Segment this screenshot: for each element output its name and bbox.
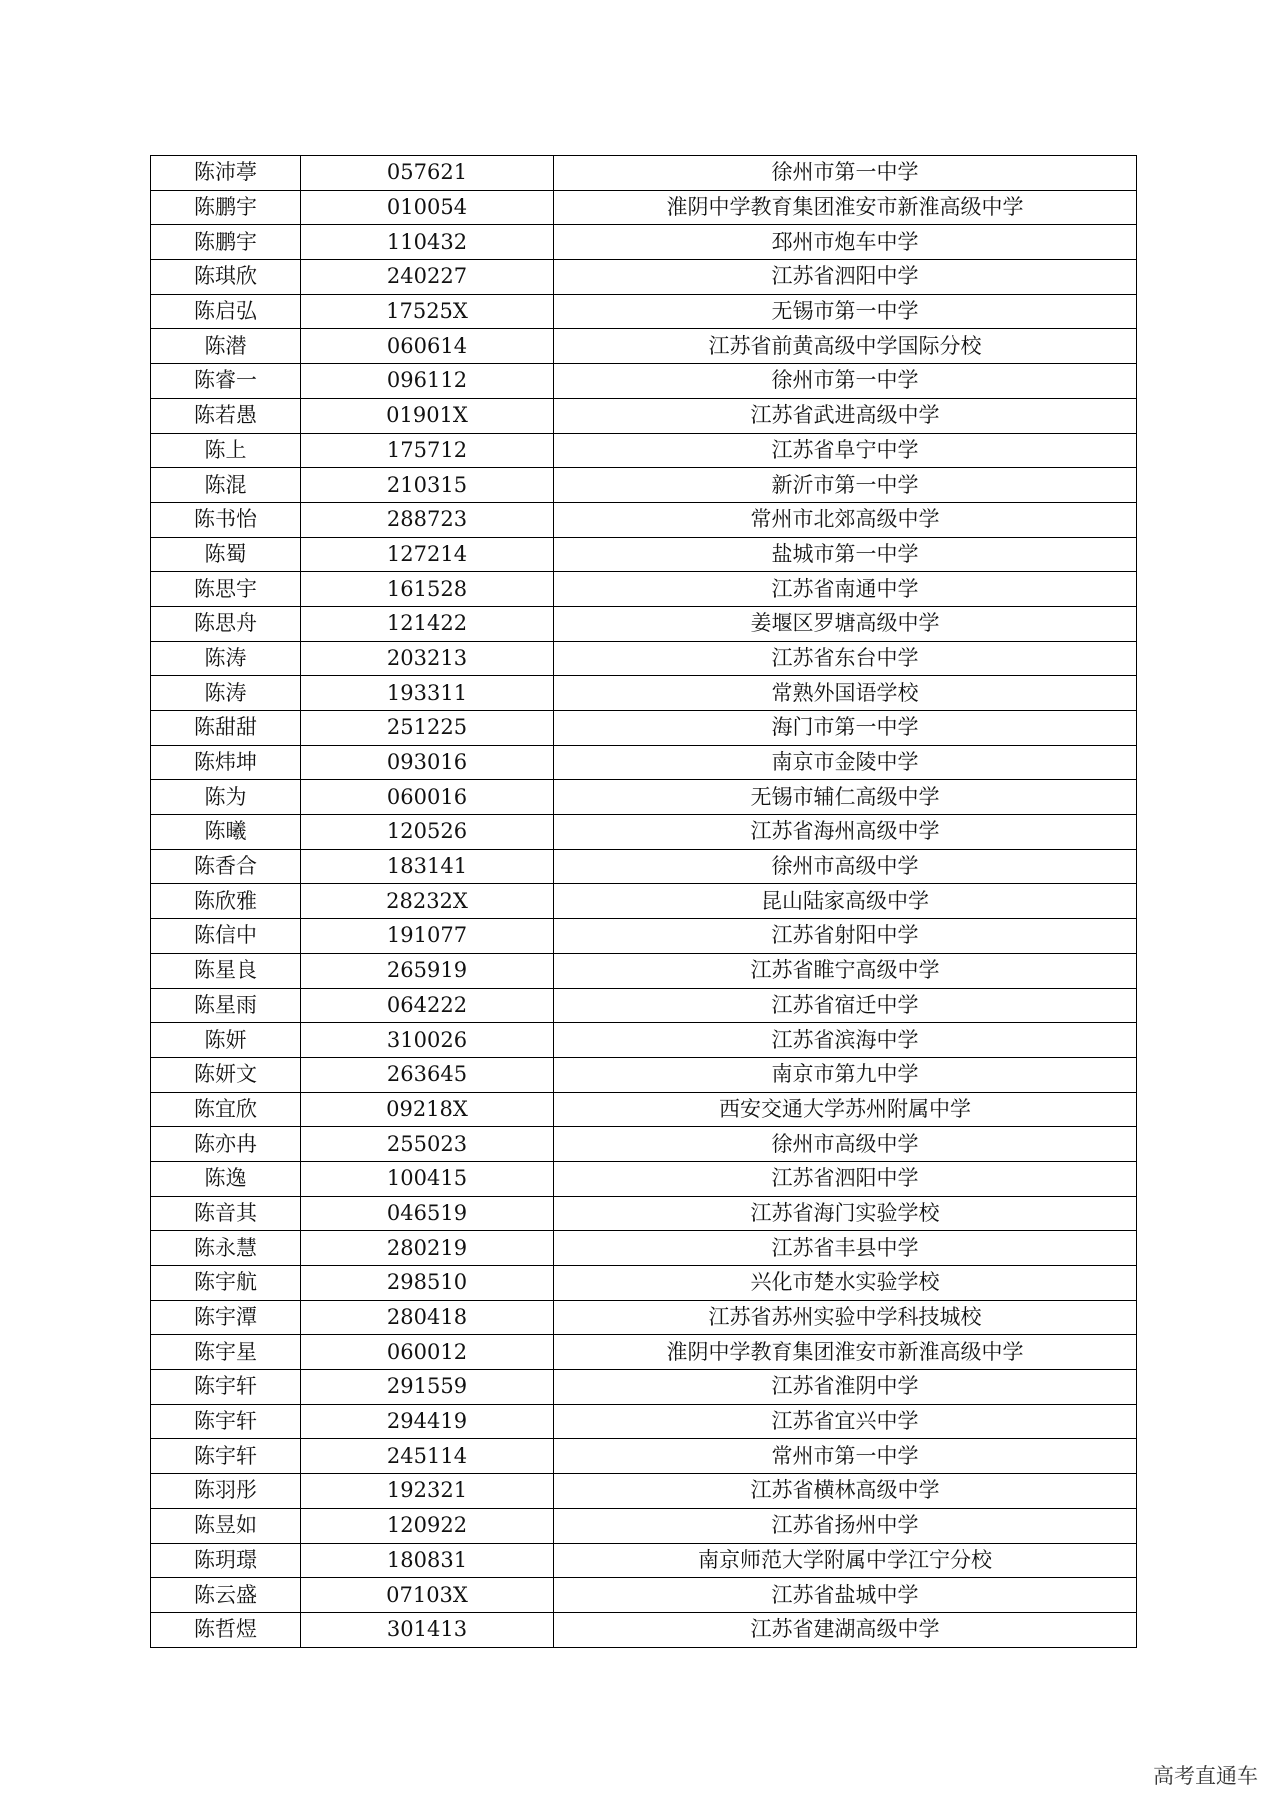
school-cell: 江苏省泗阳中学: [554, 1161, 1137, 1196]
id-cell: 180831: [301, 1543, 554, 1578]
school-cell: 西安交通大学苏州附属中学: [554, 1092, 1137, 1127]
name-cell: 陈妍: [151, 1023, 301, 1058]
school-cell: 江苏省宿迁中学: [554, 988, 1137, 1023]
name-cell: 陈鹏宇: [151, 190, 301, 225]
name-cell: 陈潜: [151, 329, 301, 364]
school-cell: 常州市第一中学: [554, 1439, 1137, 1474]
id-cell: 01901X: [301, 398, 554, 433]
name-cell: 陈宜欣: [151, 1092, 301, 1127]
name-cell: 陈昱如: [151, 1508, 301, 1543]
table-row: [151, 468, 1137, 503]
id-cell: 060012: [301, 1335, 554, 1370]
name-cell: 陈欣雅: [151, 884, 301, 919]
id-cell: 192321: [301, 1474, 554, 1509]
table-row: [151, 1127, 1137, 1162]
table-row: [151, 606, 1137, 641]
table-row: [151, 156, 1137, 191]
name-cell: 陈涛: [151, 641, 301, 676]
name-cell: 陈星良: [151, 953, 301, 988]
school-cell: 江苏省苏州实验中学科技城校: [554, 1300, 1137, 1335]
name-cell: 陈亦冉: [151, 1127, 301, 1162]
school-cell: 江苏省海门实验学校: [554, 1196, 1137, 1231]
name-cell: 陈启弘: [151, 294, 301, 329]
id-cell: 010054: [301, 190, 554, 225]
school-cell: 徐州市第一中学: [554, 364, 1137, 399]
table-row: [151, 953, 1137, 988]
table-row: [151, 294, 1137, 329]
id-cell: 280219: [301, 1231, 554, 1266]
id-cell: 240227: [301, 260, 554, 295]
table-row: [151, 1161, 1137, 1196]
school-cell: 徐州市第一中学: [554, 156, 1137, 191]
student-list-table: [150, 155, 1137, 1648]
school-cell: 淮阴中学教育集团淮安市新淮高级中学: [554, 1335, 1137, 1370]
id-cell: 093016: [301, 745, 554, 780]
table-row: [151, 537, 1137, 572]
name-cell: 陈炜坤: [151, 745, 301, 780]
name-cell: 陈蜀: [151, 537, 301, 572]
school-cell: 江苏省阜宁中学: [554, 433, 1137, 468]
name-cell: 陈为: [151, 780, 301, 815]
id-cell: 09218X: [301, 1092, 554, 1127]
id-cell: 064222: [301, 988, 554, 1023]
id-cell: 121422: [301, 606, 554, 641]
school-cell: 江苏省建湖高级中学: [554, 1612, 1137, 1647]
id-cell: 175712: [301, 433, 554, 468]
table-row: [151, 1092, 1137, 1127]
school-cell: 江苏省前黄高级中学国际分校: [554, 329, 1137, 364]
table-row: [151, 225, 1137, 260]
table-row: [151, 398, 1137, 433]
table-row: [151, 1300, 1137, 1335]
id-cell: 096112: [301, 364, 554, 399]
school-cell: 邳州市炮车中学: [554, 225, 1137, 260]
name-cell: 陈宇航: [151, 1266, 301, 1301]
school-cell: 江苏省丰县中学: [554, 1231, 1137, 1266]
table-row: [151, 1404, 1137, 1439]
watermark-text: 高考直通车: [1153, 1764, 1258, 1788]
id-cell: 280418: [301, 1300, 554, 1335]
id-cell: 183141: [301, 849, 554, 884]
table-row: [151, 433, 1137, 468]
id-cell: 046519: [301, 1196, 554, 1231]
school-cell: 江苏省滨海中学: [554, 1023, 1137, 1058]
school-cell: 南京师范大学附属中学江宁分校: [554, 1543, 1137, 1578]
school-cell: 无锡市第一中学: [554, 294, 1137, 329]
id-cell: 191077: [301, 919, 554, 954]
table-row: [151, 572, 1137, 607]
name-cell: 陈逸: [151, 1161, 301, 1196]
name-cell: 陈云盛: [151, 1578, 301, 1613]
school-cell: 淮阴中学教育集团淮安市新淮高级中学: [554, 190, 1137, 225]
table-row: [151, 919, 1137, 954]
name-cell: 陈玥璟: [151, 1543, 301, 1578]
school-cell: 江苏省射阳中学: [554, 919, 1137, 954]
name-cell: 陈宇轩: [151, 1439, 301, 1474]
school-cell: 江苏省淮阴中学: [554, 1370, 1137, 1405]
name-cell: 陈若愚: [151, 398, 301, 433]
id-cell: 161528: [301, 572, 554, 607]
school-cell: 常州市北郊高级中学: [554, 502, 1137, 537]
name-cell: 陈宇潭: [151, 1300, 301, 1335]
id-cell: 245114: [301, 1439, 554, 1474]
id-cell: 28232X: [301, 884, 554, 919]
id-cell: 301413: [301, 1612, 554, 1647]
name-cell: 陈鹏宇: [151, 225, 301, 260]
school-cell: 姜堰区罗塘高级中学: [554, 606, 1137, 641]
id-cell: 298510: [301, 1266, 554, 1301]
table-row: [151, 364, 1137, 399]
id-cell: 110432: [301, 225, 554, 260]
id-cell: 07103X: [301, 1578, 554, 1613]
school-cell: 南京市第九中学: [554, 1057, 1137, 1092]
table-row: [151, 190, 1137, 225]
school-cell: 盐城市第一中学: [554, 537, 1137, 572]
student-list-table-container: [150, 155, 1136, 1648]
id-cell: 251225: [301, 711, 554, 746]
name-cell: 陈书怡: [151, 502, 301, 537]
table-row: [151, 1370, 1137, 1405]
name-cell: 陈宇轩: [151, 1404, 301, 1439]
school-cell: 江苏省泗阳中学: [554, 260, 1137, 295]
name-cell: 陈甜甜: [151, 711, 301, 746]
name-cell: 陈沛葶: [151, 156, 301, 191]
id-cell: 310026: [301, 1023, 554, 1058]
table-row: [151, 1266, 1137, 1301]
table-row: [151, 1023, 1137, 1058]
table-row: [151, 1335, 1137, 1370]
table-row: [151, 1612, 1137, 1647]
id-cell: 203213: [301, 641, 554, 676]
school-cell: 江苏省海州高级中学: [554, 815, 1137, 850]
name-cell: 陈羽彤: [151, 1474, 301, 1509]
school-cell: 江苏省盐城中学: [554, 1578, 1137, 1613]
table-row: [151, 849, 1137, 884]
id-cell: 193311: [301, 676, 554, 711]
table-row: [151, 1057, 1137, 1092]
table-row: [151, 329, 1137, 364]
table-row: [151, 1474, 1137, 1509]
name-cell: 陈星雨: [151, 988, 301, 1023]
table-row: [151, 676, 1137, 711]
table-row: [151, 1231, 1137, 1266]
id-cell: 210315: [301, 468, 554, 503]
school-cell: 江苏省横林高级中学: [554, 1474, 1137, 1509]
table-row: [151, 745, 1137, 780]
school-cell: 徐州市高级中学: [554, 849, 1137, 884]
name-cell: 陈信中: [151, 919, 301, 954]
table-row: [151, 988, 1137, 1023]
id-cell: 120526: [301, 815, 554, 850]
name-cell: 陈曦: [151, 815, 301, 850]
id-cell: 291559: [301, 1370, 554, 1405]
school-cell: 海门市第一中学: [554, 711, 1137, 746]
name-cell: 陈琪欣: [151, 260, 301, 295]
id-cell: 263645: [301, 1057, 554, 1092]
school-cell: 昆山陆家高级中学: [554, 884, 1137, 919]
name-cell: 陈睿一: [151, 364, 301, 399]
school-cell: 兴化市楚水实验学校: [554, 1266, 1137, 1301]
table-row: [151, 815, 1137, 850]
id-cell: 255023: [301, 1127, 554, 1162]
id-cell: 288723: [301, 502, 554, 537]
id-cell: 060614: [301, 329, 554, 364]
school-cell: 江苏省东台中学: [554, 641, 1137, 676]
table-row: [151, 884, 1137, 919]
name-cell: 陈香合: [151, 849, 301, 884]
name-cell: 陈思宇: [151, 572, 301, 607]
school-cell: 新沂市第一中学: [554, 468, 1137, 503]
name-cell: 陈思舟: [151, 606, 301, 641]
id-cell: 100415: [301, 1161, 554, 1196]
school-cell: 徐州市高级中学: [554, 1127, 1137, 1162]
id-cell: 265919: [301, 953, 554, 988]
school-cell: 江苏省扬州中学: [554, 1508, 1137, 1543]
school-cell: 常熟外国语学校: [554, 676, 1137, 711]
id-cell: 060016: [301, 780, 554, 815]
name-cell: 陈音其: [151, 1196, 301, 1231]
table-row: [151, 1508, 1137, 1543]
table-row: [151, 1578, 1137, 1613]
school-cell: 江苏省睢宁高级中学: [554, 953, 1137, 988]
name-cell: 陈宇星: [151, 1335, 301, 1370]
name-cell: 陈哲煜: [151, 1612, 301, 1647]
name-cell: 陈上: [151, 433, 301, 468]
table-body: [151, 156, 1137, 1648]
id-cell: 17525X: [301, 294, 554, 329]
name-cell: 陈宇轩: [151, 1370, 301, 1405]
school-cell: 江苏省南通中学: [554, 572, 1137, 607]
table-row: [151, 1543, 1137, 1578]
table-row: [151, 1196, 1137, 1231]
table-row: [151, 641, 1137, 676]
school-cell: 江苏省武进高级中学: [554, 398, 1137, 433]
school-cell: 南京市金陵中学: [554, 745, 1137, 780]
id-cell: 120922: [301, 1508, 554, 1543]
id-cell: 294419: [301, 1404, 554, 1439]
table-row: [151, 1439, 1137, 1474]
table-row: [151, 260, 1137, 295]
name-cell: 陈永慧: [151, 1231, 301, 1266]
school-cell: 江苏省宜兴中学: [554, 1404, 1137, 1439]
name-cell: 陈涛: [151, 676, 301, 711]
school-cell: 无锡市辅仁高级中学: [554, 780, 1137, 815]
name-cell: 陈混: [151, 468, 301, 503]
name-cell: 陈妍文: [151, 1057, 301, 1092]
table-row: [151, 502, 1137, 537]
table-row: [151, 780, 1137, 815]
id-cell: 127214: [301, 537, 554, 572]
id-cell: 057621: [301, 156, 554, 191]
table-row: [151, 711, 1137, 746]
